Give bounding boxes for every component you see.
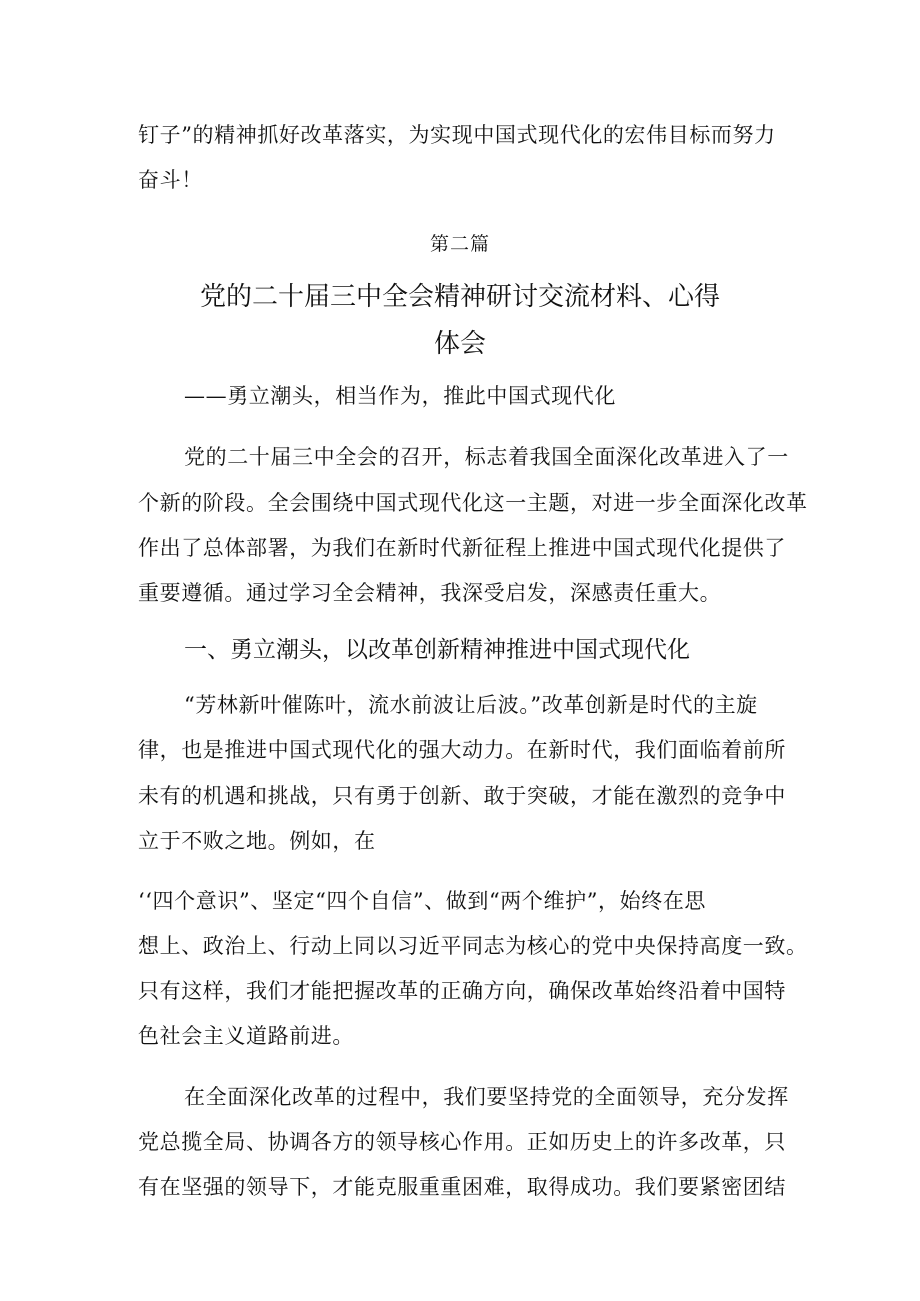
intro-paragraph-line-3: 作出了总体部署，为我们在新时代新征程上推进中国式现代化提供了	[138, 536, 786, 560]
paragraph-4-line-2: 党总揽全局、协调各方的领导核心作用。正如历史上的许多改革，只	[138, 1130, 786, 1154]
intro-paragraph-line-2: 个新的阶段。全会围绕中国式现代化这一主题，对进一步全面深化改革	[138, 491, 808, 515]
paragraph-2-line-2: 律，也是推进中国式现代化的强大动力。在新时代，我们面临着前所	[138, 738, 786, 762]
paragraph-2-line-3: 未有的机遇和挑战，只有勇于创新、敢于突破，才能在激烈的竞争中	[138, 784, 786, 808]
paragraph-3-line-2: 想上、政治上、行动上同以习近平同志为核心的党中央保持高度一致。	[138, 934, 808, 958]
paragraph-3-line-1: ‘‘四个意识”、坚定“四个自信”、做到“两个维护”，始终在思	[138, 889, 707, 913]
document-title-line-1: 党的二十届三中全会精神研讨交流材料、心得	[199, 282, 720, 312]
paragraph-2-line-4: 立于不败之地。例如，在	[138, 829, 376, 853]
document-title-line-2: 体会	[433, 329, 486, 359]
document-subtitle: ——勇立潮头，相当作为，推此中国式现代化	[184, 384, 616, 408]
section-label: 第二篇	[429, 233, 490, 255]
paragraph-3-line-3: 只有这样，我们才能把握改革的正确方向，确保改革始终沿着中国特	[138, 979, 786, 1003]
section-heading-1: 一、勇立潮头，以改革创新精神推进中国式现代化	[184, 637, 690, 663]
continuation-line-1: 钉子”的精神抓好改革落实，为实现中国式现代化的宏伟目标而努力	[138, 123, 776, 147]
intro-paragraph-line-1: 党的二十届三中全会的召开，标志着我国全面深化改革进入了一	[184, 445, 789, 469]
continuation-line-2: 奋斗！	[138, 168, 203, 192]
paragraph-2-line-1: “芳林新叶催陈叶，流水前波让后波。”改革创新是时代的主旋	[184, 693, 758, 717]
paragraph-3-line-4: 色社会主义道路前进。	[138, 1024, 354, 1048]
paragraph-4-line-3: 有在坚强的领导下，才能克服重重困难，取得成功。我们要紧密团结	[138, 1175, 786, 1199]
intro-paragraph-line-4: 重要遵循。通过学习全会精神，我深受启发，深感责任重大。	[138, 581, 722, 605]
paragraph-4-line-1: 在全面深化改革的过程中，我们要坚持党的全面领导，充分发挥	[184, 1085, 789, 1109]
